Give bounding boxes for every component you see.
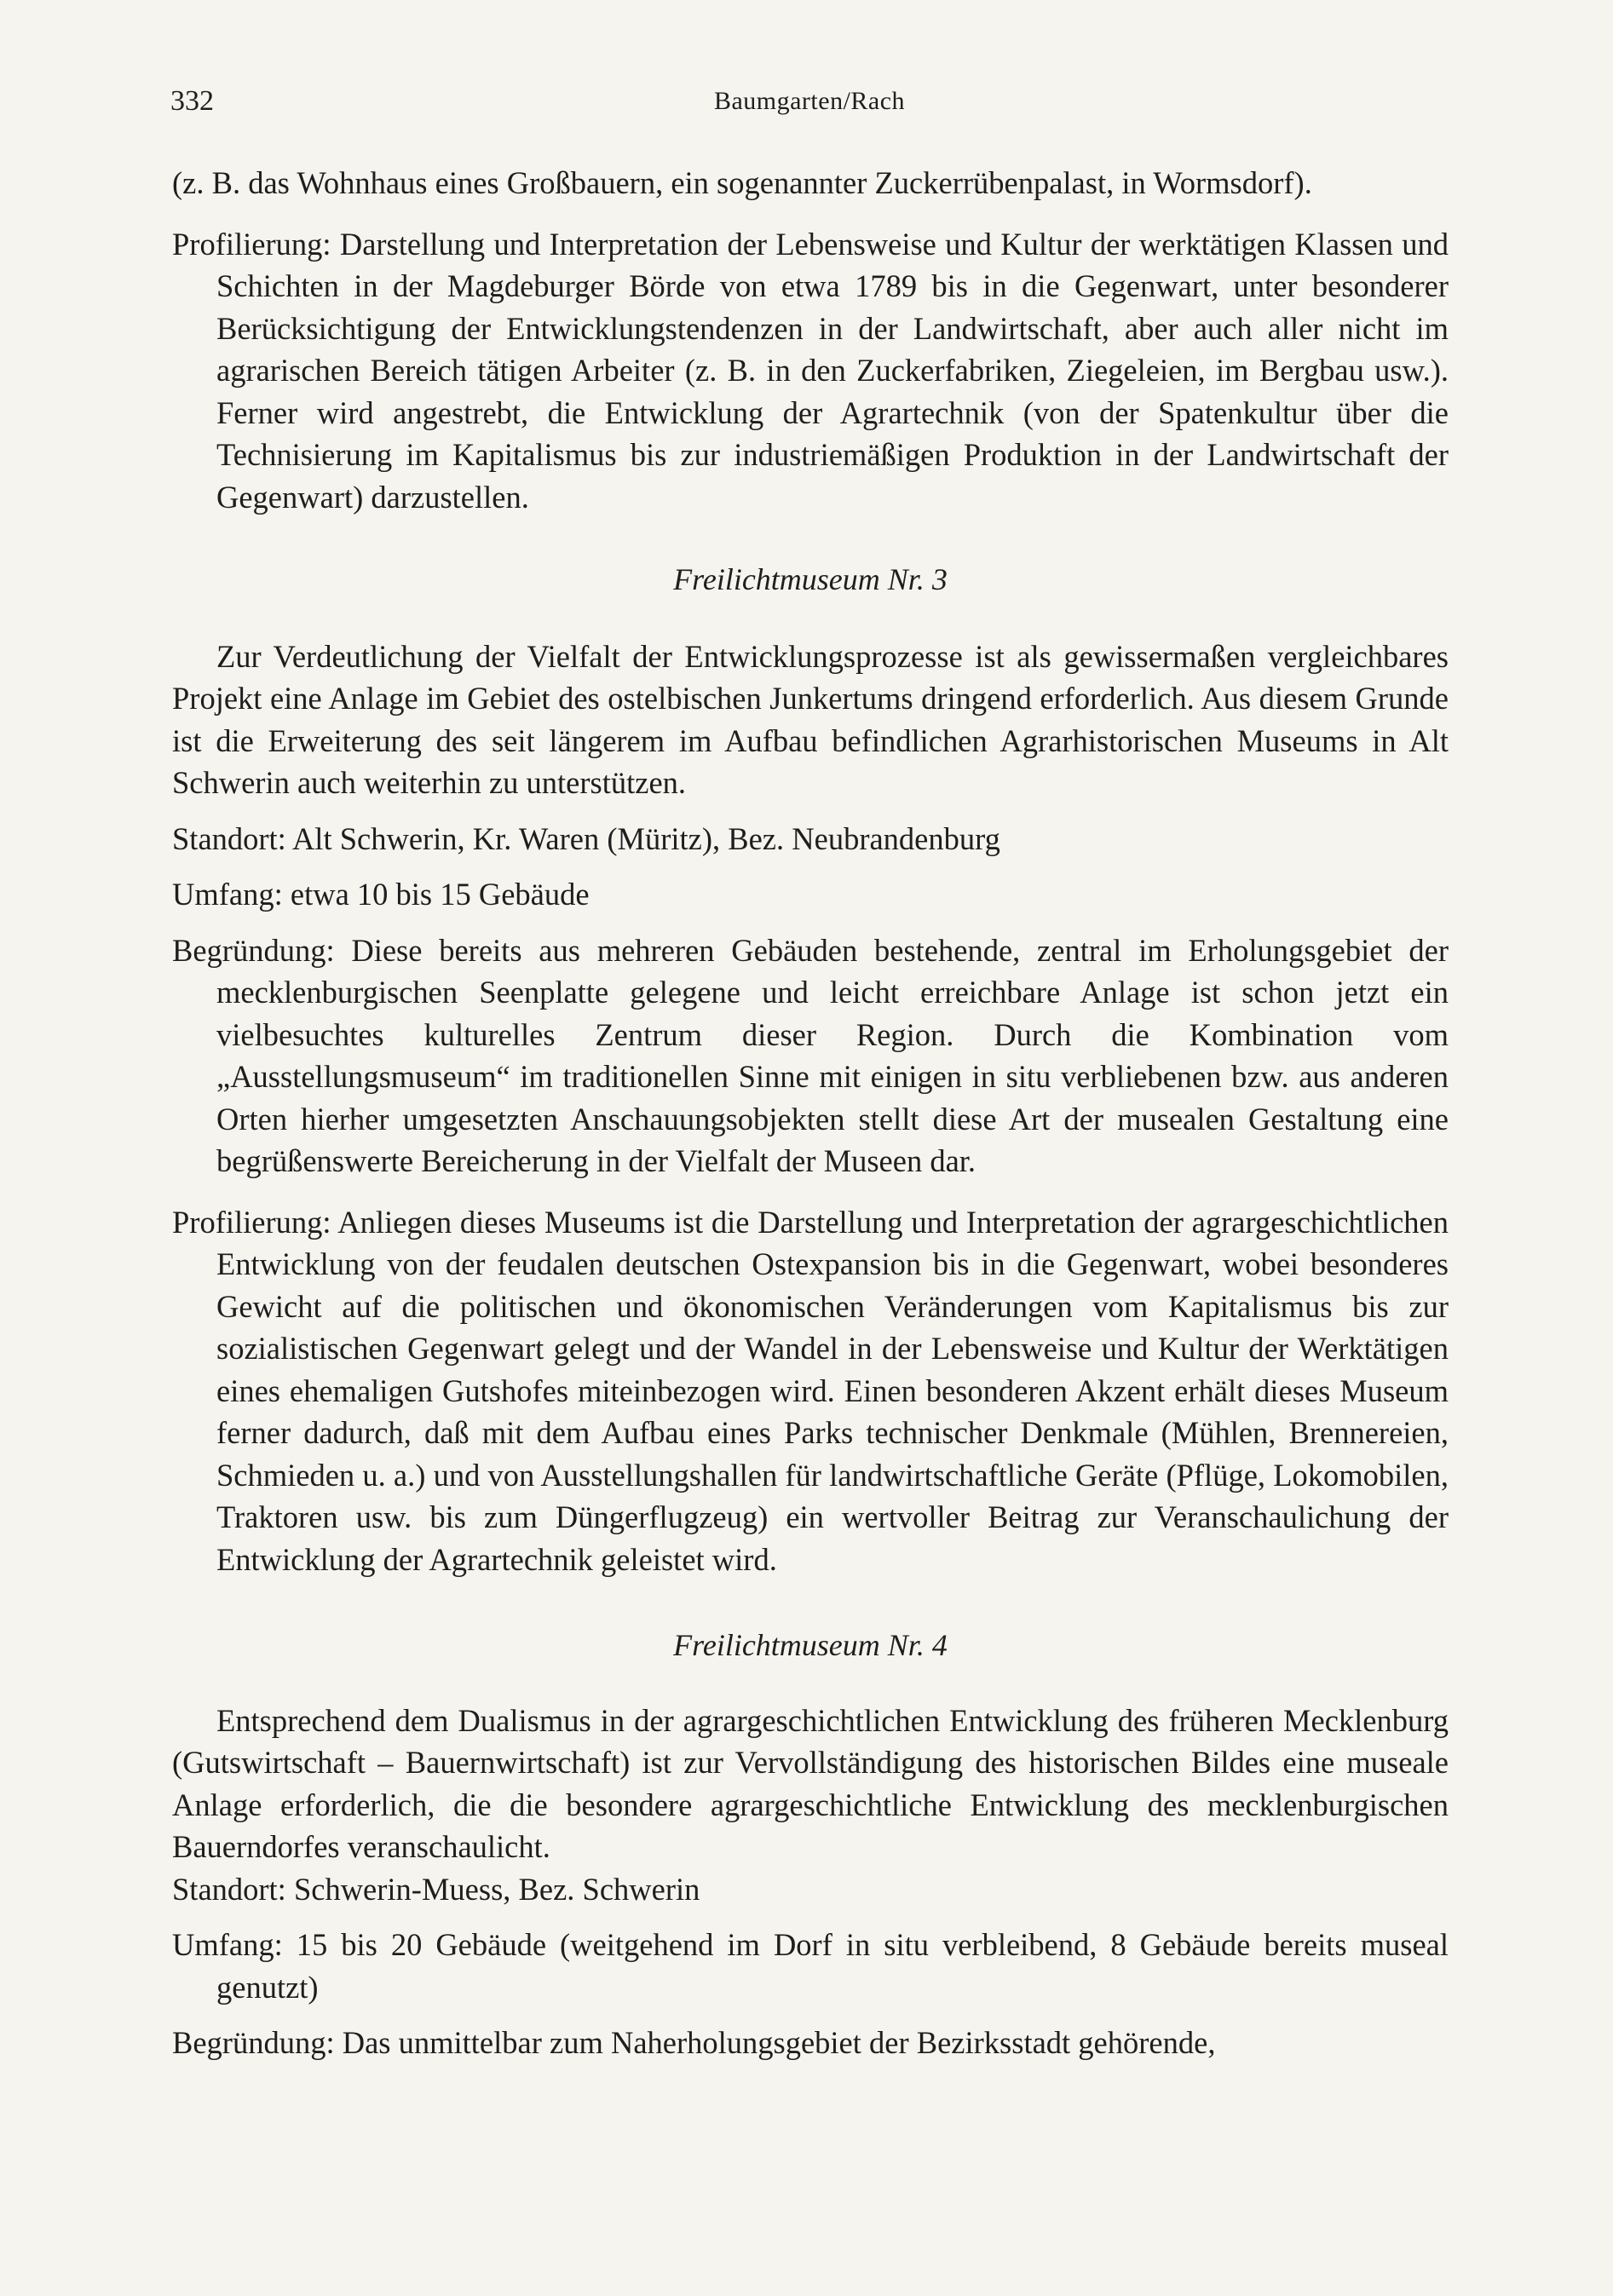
section-heading-museum-4: Freilichtmuseum Nr. 4 bbox=[673, 1628, 948, 1662]
text-block-umfang-3: Umfang: etwa 10 bis 15 Gebäude bbox=[172, 877, 590, 912]
paragraph-museum-4-intro: Entsprechend dem Dualismus in der agrargeschichtlichen Entwicklung des früheren Mecklenburg (Gutswirtschaft – Bauernwirtschaft) ist zur Vervollständigung des historischen Bildes eine museale Anlage erforderlich, die die besondere agrargeschichtliche Entwicklung des mecklenburgischen Bauerndorfes veranschaulicht. bbox=[172, 1702, 1449, 1864]
text-block-standort-3: Standort: Alt Schwerin, Kr. Waren (Müritz), Bez. Neubrandenburg bbox=[172, 820, 1000, 856]
text-block-continuation: (z. B. das Wohnhaus eines Großbauern, ein sogenannter Zuckerrübenpalast, in Wormsdorf). bbox=[172, 165, 1312, 200]
text-block-standort-4: Standort: Schwerin-Muess, Bez. Schwerin bbox=[172, 1871, 700, 1907]
body-text bbox=[172, 162, 1449, 2064]
page-header bbox=[170, 85, 1449, 128]
text-block-begruendung-4: Begründung: Das unmittelbar zum Naherholungsgebiet der Bezirksstadt gehörende, bbox=[172, 2025, 1216, 2060]
paragraph-museum-3-intro: Zur Verdeutlichung der Vielfalt der Entwicklungsprozesse ist als gewissermaßen vergleichbares Projekt eine Anlage im Gebiet des ostelbischen Junkertums dringend erforderlich. Aus diesem Grunde ist die Erweiterung des seit längerem im Aufbau befindlichen Agrarhistorischen Museums in Alt Schwerin auch weiterhin zu unterstützen. bbox=[172, 638, 1449, 800]
section-heading-museum-3: Freilichtmuseum Nr. 3 bbox=[673, 562, 948, 596]
text-block-umfang-4: Umfang: 15 bis 20 Gebäude (weitgehend im Dorf in situ verbleibend, 8 Gebäude bereits museal genutzt) bbox=[172, 1927, 1449, 2005]
text-block-profilierung-3: Profilierung: Anliegen dieses Museums ist die Darstellung und Interpretation der agrargeschichtlichen Entwicklung von der feudalen deutschen Ostexpansion bis in die Gegenwart, wobei besonderes Gewicht auf die politischen und ökonomischen Veränderungen vom Kapitalismus bis zur sozialistischen Gegenwart gelegt und der Wandel in der Lebensweise und Kultur der Werktätigen eines ehemaligen Gutshofes miteinbezogen wird. Einen besonderen Akzent erhält dieses Museum ferner dadurch, daß mit dem Aufbau eines Parks technischer Denkmale (Mühlen, Brennereien, Schmieden u. a.) und von Ausstellungshallen für landwirtschaftliche Geräte (Pflüge, Lokomobilen, Traktoren usw. bis zum Düngerflugzeug) ein wertvoller Beitrag zur Veranschaulichung der Entwicklung der Agrartechnik geleistet wird. bbox=[172, 1204, 1449, 1577]
text-block-profilierung-2: Profilierung: Darstellung und Interpretation der Lebensweise und Kultur der werktätigen Klassen und Schichten in der Magdeburger Börde von etwa 1789 bis in die Gegenwart, unter besonderer Berücksichtigung der Entwicklungstendenzen in der Landwirtschaft, aber auch aller nicht im agrarischen Bereich tätigen Arbeiter (z. B. in den Zuckerfabriken, Ziegeleien, im Bergbau usw.). Ferner wird angestrebt, die Entwicklung der Agrartechnik (von der Spatenkultur über die Technisierung im Kapitalismus bis zur industriemäßigen Produktion in der Landwirtschaft der Gegenwart) darzustellen. bbox=[172, 226, 1449, 515]
page-number: 332 bbox=[170, 85, 214, 117]
text-block-begruendung-3: Begründung: Diese bereits aus mehreren Gebäuden bestehende, zentral im Erholungsgebiet der mecklenburgischen Seenplatte gelegene und leicht erreichbare Anlage ist schon jetzt ein vielbesuchtes kulturelles Zentrum dieser Region. Durch die Kombination vom „Ausstellungsmuseum“ im traditionellen Sinne mit einigen in situ verbliebenen bzw. aus anderen Orten hierher umgesetzten Anschauungsobjekten stellt diese Art der musealen Gestaltung eine begrüßenswerte Bereicherung in der Vielfalt der Museen dar. bbox=[172, 932, 1449, 1178]
running-head: Baumgarten/Rach bbox=[713, 87, 906, 115]
